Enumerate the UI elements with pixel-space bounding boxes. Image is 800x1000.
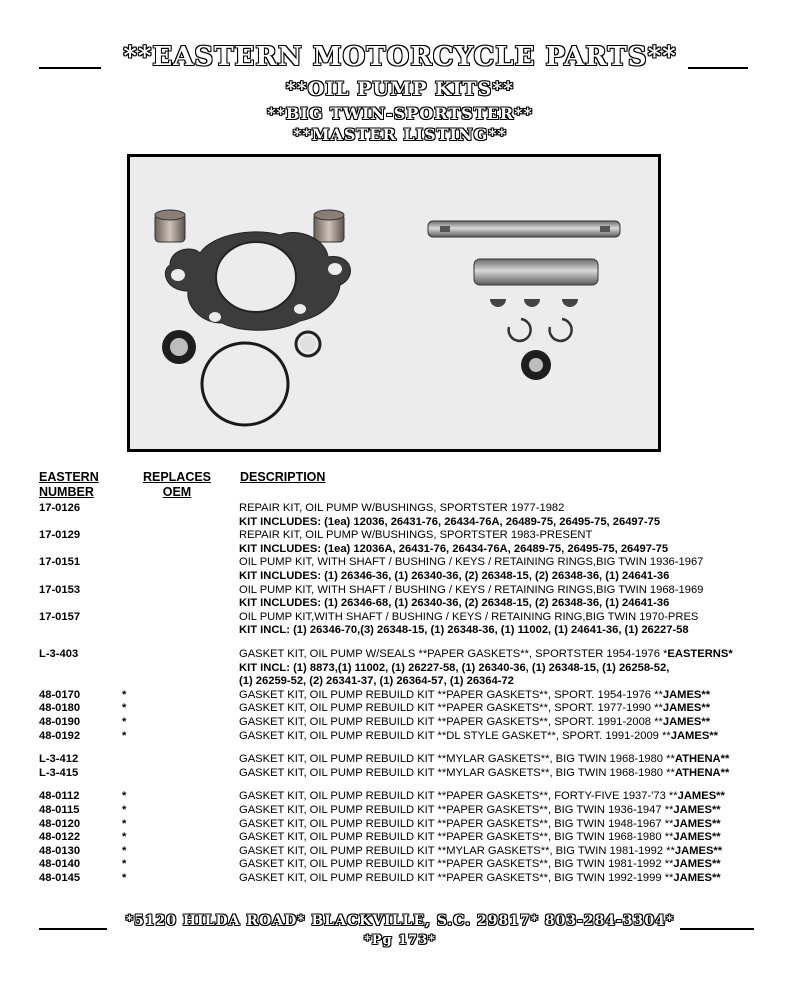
table-row bbox=[0, 661, 800, 675]
col-eastern-label-1: EASTERN bbox=[39, 470, 99, 484]
replaces-oem: * bbox=[122, 817, 127, 830]
eastern-number: 48-0140 bbox=[39, 858, 81, 871]
description: KIT INCLUDES: (1ea) 12036A, 26431-76, 26434-76A, 26489-75, 26495-75, 26497-75 bbox=[239, 542, 669, 555]
product-photo bbox=[127, 154, 661, 452]
table-row bbox=[0, 555, 800, 569]
footer-address: *5120 HILDA ROAD* BLACKVILLE, S.C. 29817* 803-284-3304* bbox=[125, 913, 675, 929]
brand-tag: JAMES** bbox=[662, 688, 711, 701]
replaces-oem: * bbox=[122, 804, 127, 816]
table-row bbox=[0, 871, 800, 885]
brand-tag: JAMES** bbox=[673, 831, 721, 844]
table-row bbox=[0, 715, 800, 729]
replaces-oem: * bbox=[122, 716, 127, 728]
eastern-number: 17-0129 bbox=[39, 529, 81, 542]
retaining-rings bbox=[509, 319, 572, 341]
replaces-oem: * bbox=[122, 858, 127, 871]
brand-tag: JAMES** bbox=[673, 858, 721, 871]
description: GASKET KIT, OIL PUMP REBUILD KIT **PAPER GASKETS**, BIG TWIN 1992-1999 **JAMES** bbox=[239, 872, 721, 884]
seal-right bbox=[521, 350, 551, 380]
description: KIT INCL: (1) 26346-70,(3) 26348-15, (1) 26348-36, (1) 11002, (1) 24641-36, (1) 26227-58 bbox=[239, 624, 689, 637]
eastern-number: 48-0122 bbox=[39, 831, 81, 844]
table-row bbox=[0, 830, 800, 844]
table-row bbox=[0, 596, 800, 610]
eastern-number: 48-0120 bbox=[39, 817, 81, 830]
description: GASKET KIT, OIL PUMP REBUILD KIT **PAPER GASKETS**, SPORT. 1954-1976 **JAMES** bbox=[239, 688, 711, 701]
description: REPAIR KIT, OIL PUMP W/BUSHINGS, SPORTSTER 1983-PRESENT bbox=[239, 529, 593, 542]
description: OIL PUMP KIT,WITH SHAFT / BUSHING / KEYS / RETAINING RING,BIG TWIN 1970-PRES bbox=[239, 610, 699, 623]
eastern-number: L-3-415 bbox=[39, 766, 79, 779]
brand-tag: JAMES** bbox=[673, 804, 721, 816]
table-row bbox=[0, 803, 800, 817]
page-subtitle: **OIL PUMP KITS** bbox=[285, 78, 515, 100]
eastern-number: 17-0126 bbox=[39, 502, 81, 514]
description: GASKET KIT, OIL PUMP REBUILD KIT **PAPER GASKETS**, FORTY-FIVE 1937-'73 **JAMES** bbox=[239, 790, 725, 803]
col-description: DESCRIPTION bbox=[240, 470, 326, 484]
description: REPAIR KIT, OIL PUMP W/BUSHINGS, SPORTSTER 1977-1982 bbox=[239, 502, 565, 514]
col-replaces-oem bbox=[141, 470, 213, 499]
table-row bbox=[0, 752, 800, 766]
small-o-ring bbox=[296, 332, 320, 356]
description: KIT INCL: (1) 8873,(1) 11002, (1) 26227-58, (1) 26340-36, (1) 26348-15, (1) 26258-52, bbox=[239, 661, 670, 674]
brand-tag: JAMES** bbox=[677, 790, 725, 803]
eastern-number: 48-0170 bbox=[39, 688, 81, 701]
brand-tag: JAMES** bbox=[673, 817, 721, 830]
brand-tag: EASTERNS* bbox=[667, 648, 733, 660]
brand-tag: JAMES** bbox=[662, 716, 711, 728]
eastern-number: 48-0180 bbox=[39, 702, 81, 715]
bushing-right bbox=[314, 210, 344, 242]
header-line-3: **BIG TWIN-SPORTSTER** bbox=[267, 104, 533, 123]
replaces-oem: * bbox=[122, 790, 127, 803]
replaces-oem: * bbox=[122, 831, 127, 844]
eastern-number: 48-0192 bbox=[39, 729, 81, 742]
description: KIT INCLUDES: (1) 26346-36, (1) 26340-36, (2) 26348-15, (2) 26348-36, (1) 24641-36 bbox=[239, 570, 670, 582]
eastern-number: L-3-412 bbox=[39, 753, 79, 766]
col-eastern-number bbox=[39, 470, 99, 499]
description: KIT INCLUDES: (1) 26346-68, (1) 26340-36, (2) 26348-15, (2) 26348-36, (1) 24641-36 bbox=[239, 597, 670, 610]
replaces-oem: * bbox=[122, 729, 127, 742]
description: KIT INCLUDES: (1ea) 12036, 26431-76, 26434-76A, 26489-75, 26495-75, 26497-75 bbox=[239, 515, 661, 528]
description: GASKET KIT, OIL PUMP REBUILD KIT **PAPER GASKETS**, SPORT. 1991-2008 **JAMES** bbox=[239, 716, 711, 728]
table-row bbox=[0, 528, 800, 542]
table-row bbox=[0, 844, 800, 858]
eastern-number: 48-0112 bbox=[39, 790, 80, 803]
gasket bbox=[165, 232, 350, 330]
description: OIL PUMP KIT, WITH SHAFT / BUSHING / KEYS / RETAINING RINGS,BIG TWIN 1936-1967 bbox=[239, 556, 704, 569]
description: GASKET KIT, OIL PUMP REBUILD KIT **MYLAR GASKETS**, BIG TWIN 1981-1992 **JAMES** bbox=[239, 844, 723, 857]
table-row bbox=[0, 817, 800, 831]
replaces-oem: * bbox=[122, 844, 127, 857]
table-row bbox=[0, 623, 800, 637]
brand-tag: ATHENA** bbox=[674, 766, 730, 779]
brand-tag: JAMES** bbox=[674, 844, 723, 857]
large-o-ring bbox=[202, 343, 288, 425]
eastern-number: 48-0145 bbox=[39, 872, 81, 884]
eastern-number: 48-0130 bbox=[39, 844, 81, 857]
table-row bbox=[0, 542, 800, 556]
woodruff-keys bbox=[490, 299, 578, 307]
description: GASKET KIT, OIL PUMP REBUILD KIT **PAPER GASKETS**, BIG TWIN 1981-1992 **JAMES** bbox=[239, 858, 721, 871]
description: GASKET KIT, OIL PUMP REBUILD KIT **PAPER GASKETS**, SPORT. 1977-1990 **JAMES** bbox=[239, 702, 711, 715]
description: GASKET KIT, OIL PUMP REBUILD KIT **PAPER GASKETS**, BIG TWIN 1948-1967 **JAMES** bbox=[239, 817, 721, 830]
brand-tag: JAMES** bbox=[670, 729, 718, 742]
table-row bbox=[0, 515, 800, 529]
shaft-sleeve bbox=[474, 259, 598, 285]
description: GASKET KIT, OIL PUMP REBUILD KIT **PAPER GASKETS**, BIG TWIN 1936-1947 **JAMES** bbox=[239, 804, 721, 816]
description: GASKET KIT, OIL PUMP REBUILD KIT **MYLAR GASKETS**, BIG TWIN 1968-1980 **ATHENA** bbox=[239, 753, 730, 766]
seal-left bbox=[162, 330, 196, 364]
table-row bbox=[0, 610, 800, 624]
table-row bbox=[0, 569, 800, 583]
replaces-oem: * bbox=[122, 688, 127, 701]
bushing-left bbox=[155, 210, 185, 242]
brand-tag: ATHENA** bbox=[674, 753, 730, 766]
page-title: **EASTERN MOTORCYCLE PARTS** bbox=[123, 42, 677, 72]
description: OIL PUMP KIT, WITH SHAFT / BUSHING / KEYS / RETAINING RINGS,BIG TWIN 1968-1969 bbox=[239, 583, 704, 596]
description: GASKET KIT, OIL PUMP W/SEALS **PAPER GASKETS**, SPORTSTER 1954-1976 *EASTERNS* bbox=[239, 648, 733, 660]
oil-pump-kit-illustration bbox=[130, 157, 658, 449]
col-eastern-label-2: NUMBER bbox=[39, 485, 94, 499]
col-replaces-label-1: REPLACES bbox=[142, 470, 212, 484]
table-row bbox=[0, 766, 800, 780]
table-row bbox=[0, 647, 800, 661]
brand-tag: JAMES** bbox=[662, 702, 711, 715]
replaces-oem: * bbox=[122, 702, 127, 715]
eastern-number: 17-0153 bbox=[39, 583, 81, 596]
description: (1) 26259-52, (2) 26341-37, (1) 26364-57, (1) 26364-72 bbox=[239, 675, 514, 688]
replaces-oem: * bbox=[122, 872, 127, 884]
table-row bbox=[0, 701, 800, 715]
table-row bbox=[0, 583, 800, 597]
eastern-number: 17-0157 bbox=[39, 610, 81, 623]
table-row bbox=[0, 857, 800, 871]
description: GASKET KIT, OIL PUMP REBUILD KIT **DL STYLE GASKET**, SPORT. 1991-2009 **JAMES** bbox=[239, 729, 718, 742]
footer-page-number: *Pg 173* bbox=[363, 933, 437, 948]
eastern-number: 48-0190 bbox=[39, 716, 81, 728]
table-row bbox=[0, 674, 800, 688]
eastern-number: L-3-403 bbox=[39, 648, 79, 660]
header-line-4: **MASTER LISTING** bbox=[292, 125, 508, 144]
table-row bbox=[0, 501, 800, 515]
description: GASKET KIT, OIL PUMP REBUILD KIT **PAPER GASKETS**, BIG TWIN 1968-1980 **JAMES** bbox=[239, 831, 721, 844]
eastern-number: 48-0115 bbox=[39, 804, 80, 816]
eastern-number: 17-0151 bbox=[39, 556, 81, 569]
table-row bbox=[0, 688, 800, 702]
table-row bbox=[0, 729, 800, 743]
shaft bbox=[428, 221, 620, 237]
description: GASKET KIT, OIL PUMP REBUILD KIT **MYLAR GASKETS**, BIG TWIN 1968-1980 **ATHENA** bbox=[239, 766, 730, 779]
table-row bbox=[0, 789, 800, 803]
brand-tag: JAMES** bbox=[673, 872, 721, 884]
col-replaces-label-2: OEM bbox=[162, 485, 192, 499]
